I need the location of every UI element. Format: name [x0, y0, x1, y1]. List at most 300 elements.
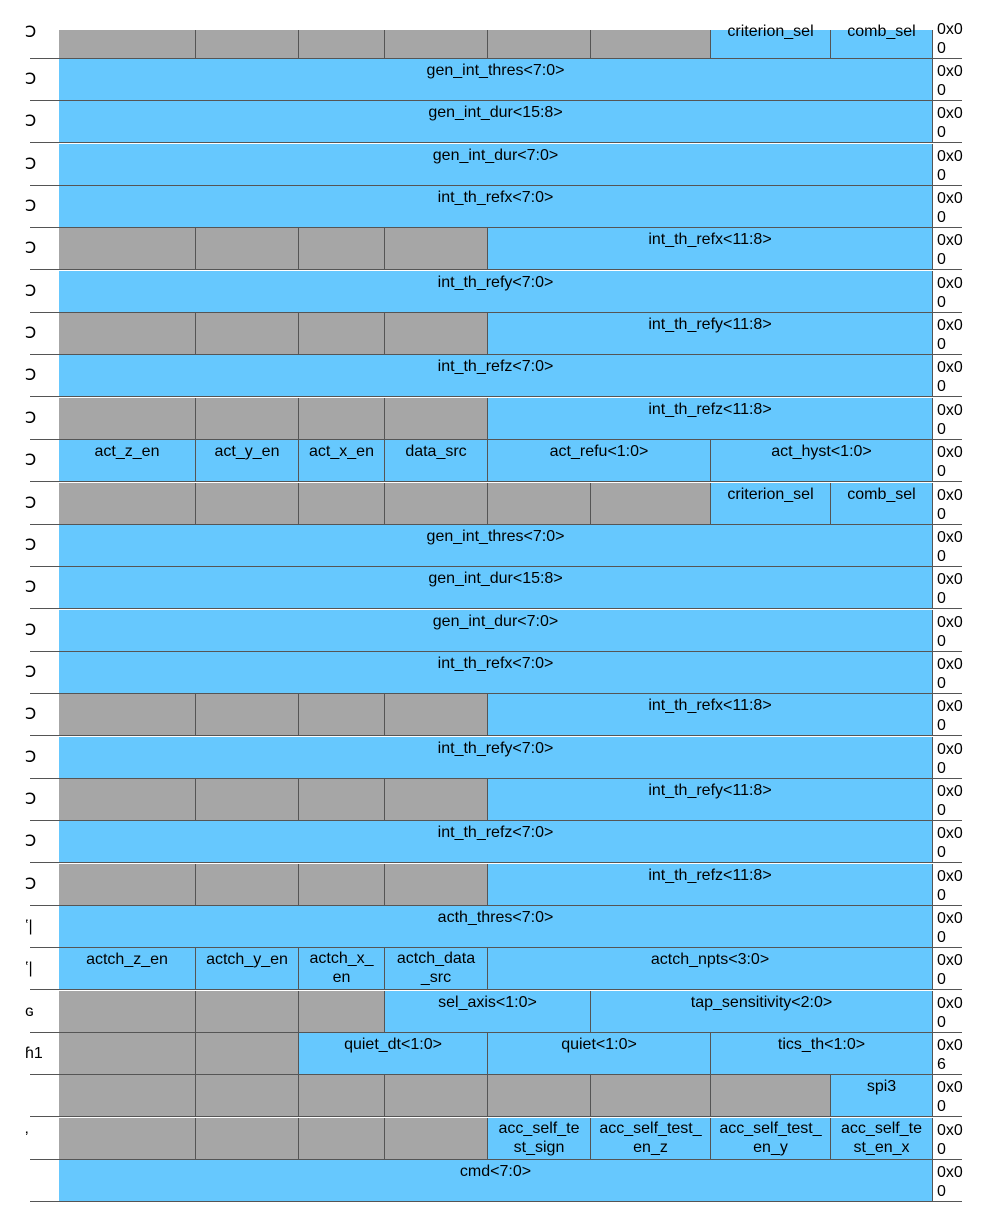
register-address-text: Ↄ — [25, 706, 37, 723]
bit-field-label: act_refu<1:0> — [549, 443, 649, 460]
bit-field-cell — [59, 737, 933, 779]
register-address-cell — [25, 991, 59, 1033]
bit-field-label — [59, 228, 195, 230]
bit-field-label: int_th_refz<11:8> — [648, 401, 772, 418]
register-address-cell — [25, 821, 59, 863]
bit-field-cell — [488, 864, 933, 906]
register-address-cell — [25, 1118, 59, 1160]
reserved-bit-cell — [299, 1118, 385, 1160]
register-address-text: Ↄ — [25, 240, 37, 257]
bit-field-label: int_th_refx<7:0> — [437, 189, 554, 206]
reserved-bit-cell — [591, 483, 711, 525]
register-row — [0, 144, 962, 186]
bit-field-cell — [299, 1033, 488, 1075]
row-divider — [30, 989, 59, 990]
bit-field-label: gen_int_thres<7:0> — [426, 528, 565, 545]
register-row — [0, 101, 962, 143]
reserved-bit-cell — [59, 398, 196, 440]
register-address-cell — [25, 948, 59, 990]
bit-field-cell — [831, 483, 933, 525]
register-address-cell — [25, 779, 59, 821]
register-row — [0, 906, 962, 948]
reserved-bit-cell — [385, 1075, 488, 1117]
bit-field-label — [59, 483, 195, 485]
bit-field-label: gen_int_dur<15:8> — [428, 570, 563, 587]
bit-field-cell — [59, 186, 933, 228]
bit-field-label: int_th_refy<11:8> — [648, 316, 772, 333]
bit-field-label — [385, 398, 487, 400]
bit-field-cell — [59, 271, 933, 313]
bit-field-label: comb_sel — [847, 23, 916, 40]
register-default-value: 0x0 0 — [933, 610, 962, 652]
reserved-bit-cell — [591, 30, 711, 59]
bit-field-label: int_th_refy<7:0> — [437, 274, 554, 291]
reserved-bit-cell — [196, 779, 299, 821]
bit-field-label: act_hyst<1:0> — [771, 443, 872, 460]
register-address-text: Ↄ — [25, 749, 37, 766]
bit-field-label: actch_z_en — [86, 951, 168, 968]
bit-field-label: data_src — [405, 443, 467, 460]
reserved-bit-cell — [299, 483, 385, 525]
register-address-cell — [25, 864, 59, 906]
register-address-cell — [25, 0, 59, 59]
register-address-cell — [25, 567, 59, 609]
bit-field-label — [59, 20, 195, 22]
bit-field-label: act_y_en — [214, 443, 280, 460]
register-row — [0, 737, 962, 779]
register-row — [0, 483, 962, 525]
register-address-text: Ↄ — [25, 876, 37, 893]
bit-field-label: actch_x_ en — [309, 950, 374, 986]
reserved-bit-cell — [196, 30, 299, 59]
register-row — [0, 567, 962, 609]
reserved-bit-cell — [299, 30, 385, 59]
bit-field-label: actch_npts<3:0> — [650, 951, 770, 968]
reserved-bit-cell — [488, 1075, 591, 1117]
bit-field-label: gen_int_dur<15:8> — [428, 104, 563, 121]
bit-field-label: actch_y_en — [206, 951, 288, 968]
reserved-bit-cell — [196, 1033, 299, 1075]
register-address-cell — [30, 1160, 59, 1202]
bit-field-label — [59, 1075, 195, 1077]
register-address-text: Ↄ — [25, 791, 37, 808]
bit-field-cell — [59, 948, 196, 990]
bit-field-cell — [59, 525, 933, 567]
reserved-bit-cell — [711, 1075, 831, 1117]
register-row — [0, 228, 962, 270]
reserved-bit-cell — [59, 694, 196, 736]
register-address-cell — [25, 610, 59, 652]
bit-field-label: spi3 — [866, 1078, 897, 1095]
bit-field-label — [299, 20, 384, 22]
bit-field-cell — [831, 1118, 933, 1160]
register-default-value: 0x0 0 — [933, 271, 962, 313]
bit-field-label — [488, 1075, 590, 1077]
reserved-bit-cell — [299, 779, 385, 821]
register-default-value: 0x0 0 — [933, 652, 962, 694]
register-address-text: Ↄ — [25, 156, 37, 173]
register-address-cell — [25, 271, 59, 313]
bit-field-cell — [711, 483, 831, 525]
reserved-bit-cell — [591, 1075, 711, 1117]
bit-field-label: sel_axis<1:0> — [438, 994, 537, 1011]
register-row — [0, 398, 962, 440]
register-default-value: 0x0 0 — [933, 779, 962, 821]
bit-field-cell — [196, 440, 299, 482]
bit-field-label — [299, 991, 384, 993]
reserved-bit-cell — [59, 779, 196, 821]
bit-field-cell — [385, 948, 488, 990]
register-address-text: Ↄ — [25, 410, 37, 427]
bit-field-label — [299, 1118, 384, 1120]
register-address-cell — [25, 1033, 59, 1075]
register-default-value: 0x0 0 — [933, 101, 962, 143]
register-default-value: 0x0 6 — [933, 1033, 962, 1075]
bit-field-cell — [59, 821, 933, 863]
bit-field-cell — [385, 440, 488, 482]
register-address-text: Ↄ — [25, 71, 37, 88]
register-row — [0, 186, 962, 228]
reserved-bit-cell — [59, 864, 196, 906]
bit-field-label — [59, 398, 195, 400]
reserved-bit-cell — [488, 30, 591, 59]
register-default-value: 0x0 0 — [933, 398, 962, 440]
bit-field-label: int_th_refx<11:8> — [648, 697, 772, 714]
register-row — [0, 271, 962, 313]
bit-field-label — [299, 313, 384, 315]
row-divider — [30, 608, 59, 609]
bit-field-label — [196, 20, 298, 22]
register-row — [0, 652, 962, 694]
bit-field-label: gen_int_dur<7:0> — [432, 147, 559, 164]
register-address-cell — [25, 59, 59, 101]
register-address-cell — [25, 906, 59, 948]
register-default-value: 0x0 0 — [933, 525, 962, 567]
bit-field-label — [196, 864, 298, 866]
register-default-value: 0x0 0 — [933, 991, 962, 1033]
register-row — [0, 779, 962, 821]
bit-field-label: cmd<7:0> — [459, 1163, 532, 1180]
row-divider — [30, 1116, 59, 1117]
bit-field-label — [299, 398, 384, 400]
reserved-bit-cell — [59, 228, 196, 270]
bit-field-label — [711, 1075, 830, 1077]
bit-field-cell — [59, 567, 933, 609]
bit-field-cell — [196, 948, 299, 990]
bit-field-label — [59, 864, 195, 866]
reserved-bit-cell — [59, 30, 196, 59]
bit-field-label — [196, 1033, 298, 1035]
bit-field-cell — [488, 313, 933, 355]
register-default-value: 0x0 0 — [933, 1160, 962, 1202]
reserved-bit-cell — [299, 1075, 385, 1117]
bit-field-cell — [711, 23, 831, 59]
register-default-value: 0x0 0 — [933, 864, 962, 906]
bit-field-cell — [385, 991, 591, 1033]
register-default-value: 0x0 0 — [933, 228, 962, 270]
bit-field-label — [385, 313, 487, 315]
bit-field-label — [385, 864, 487, 866]
bit-field-cell — [488, 948, 933, 990]
reserved-bit-cell — [488, 483, 591, 525]
bit-field-label: int_th_refx<7:0> — [437, 655, 554, 672]
bit-field-label — [591, 20, 710, 22]
reserved-bit-cell — [385, 398, 488, 440]
reserved-bit-cell — [196, 864, 299, 906]
bit-field-label: tics_th<1:0> — [777, 1036, 866, 1053]
bit-field-label — [196, 228, 298, 230]
bit-field-cell — [59, 440, 196, 482]
bit-field-label: tap_sensitivity<2:0> — [690, 994, 833, 1011]
reserved-bit-cell — [299, 313, 385, 355]
register-default-value: 0x0 0 — [933, 186, 962, 228]
register-address-text: ʽ| — [25, 960, 33, 977]
row-divider — [30, 269, 59, 270]
register-address-cell — [25, 228, 59, 270]
row-divider — [30, 1201, 59, 1202]
register-address-text: Ↄ — [25, 283, 37, 300]
register-address-text: Ↄ — [25, 664, 37, 681]
reserved-bit-cell — [385, 483, 488, 525]
bit-field-label — [196, 1075, 298, 1077]
register-address-text: Ↄ — [25, 198, 37, 215]
register-address-text: Ↄ — [25, 579, 37, 596]
reserved-bit-cell — [196, 1075, 299, 1117]
bit-field-label — [591, 483, 710, 485]
register-default-value: 0x0 0 — [933, 737, 962, 779]
bit-field-label: gen_int_thres<7:0> — [426, 62, 565, 79]
bit-field-cell — [59, 59, 933, 101]
reserved-bit-cell — [196, 991, 299, 1033]
reserved-bit-cell — [59, 1118, 196, 1160]
register-row — [0, 355, 962, 397]
bit-field-cell — [711, 1033, 933, 1075]
bit-field-label: acc_self_te st_sign — [498, 1120, 580, 1156]
register-address-text: Ↄ — [25, 367, 37, 384]
bit-field-label: int_th_refz<7:0> — [437, 358, 554, 375]
row-divider — [30, 862, 59, 863]
bit-field-cell — [488, 1118, 591, 1160]
reserved-bit-cell — [59, 483, 196, 525]
register-address-cell — [25, 694, 59, 736]
reserved-bit-cell — [385, 30, 488, 59]
row-divider — [30, 735, 59, 736]
bit-field-cell — [59, 1160, 933, 1202]
bit-field-label — [299, 694, 384, 696]
register-address-cell — [25, 483, 59, 525]
register-row — [0, 1033, 962, 1075]
bit-field-label: acc_self_test_ en_y — [719, 1120, 822, 1156]
bit-field-label — [385, 20, 487, 22]
register-address-text: Ↄ — [25, 495, 37, 512]
bit-field-cell — [299, 948, 385, 990]
bit-field-cell — [59, 144, 933, 186]
bit-field-label — [488, 483, 590, 485]
register-row — [0, 1118, 962, 1160]
bit-field-cell — [59, 652, 933, 694]
bit-field-label: quiet_dt<1:0> — [344, 1036, 442, 1053]
register-default-value: 0x0 0 — [933, 906, 962, 948]
register-row — [0, 948, 962, 990]
register-row — [0, 525, 962, 567]
register-row — [0, 694, 962, 736]
register-address-text: Ↄ — [25, 452, 37, 469]
reserved-bit-cell — [299, 991, 385, 1033]
bit-field-cell — [591, 1118, 711, 1160]
row-divider — [30, 142, 59, 143]
bit-field-label — [196, 313, 298, 315]
bit-field-label — [299, 1075, 384, 1077]
register-address-text: Ↄ — [25, 622, 37, 639]
bit-field-label — [385, 483, 487, 485]
register-address-cell — [25, 398, 59, 440]
register-default-value: 0x0 0 — [933, 1075, 962, 1117]
bit-field-label — [299, 779, 384, 781]
bit-field-label — [59, 1118, 195, 1120]
register-address-cell — [25, 355, 59, 397]
register-default-value: 0x0 0 — [933, 948, 962, 990]
bit-field-cell — [299, 440, 385, 482]
bit-field-label — [196, 483, 298, 485]
reserved-bit-cell — [385, 779, 488, 821]
register-address-text: Ↄ — [25, 113, 37, 130]
bit-field-label — [196, 991, 298, 993]
register-default-value: 0x0 0 — [933, 821, 962, 863]
register-address-text: Ↄ — [25, 537, 37, 554]
register-row — [0, 440, 962, 482]
register-row — [0, 59, 962, 101]
register-address-cell — [25, 313, 59, 355]
reserved-bit-cell — [196, 1118, 299, 1160]
reserved-bit-cell — [385, 1118, 488, 1160]
bit-field-label: int_th_refx<11:8> — [648, 231, 772, 248]
reserved-bit-cell — [196, 398, 299, 440]
register-address-text: ɦ1 — [25, 1045, 43, 1062]
bit-field-label — [385, 1118, 487, 1120]
bit-field-cell — [711, 1118, 831, 1160]
register-default-value: 0x0 0 — [933, 694, 962, 736]
bit-field-label — [385, 779, 487, 781]
bit-field-cell — [59, 906, 933, 948]
bit-field-cell — [488, 779, 933, 821]
reserved-bit-cell — [299, 398, 385, 440]
bit-field-label — [385, 1075, 487, 1077]
bit-field-cell — [591, 991, 933, 1033]
reserved-bit-cell — [385, 694, 488, 736]
row-divider — [30, 396, 59, 397]
reserved-bit-cell — [385, 864, 488, 906]
reserved-bit-cell — [299, 864, 385, 906]
register-row — [0, 0, 962, 59]
bit-field-label — [299, 228, 384, 230]
register-row — [0, 1075, 962, 1117]
register-address-text: ʽ| — [25, 918, 33, 935]
register-address-cell — [25, 440, 59, 482]
bit-field-label — [488, 20, 590, 22]
register-address-cell — [25, 525, 59, 567]
register-default-value: 0x0 0 — [933, 144, 962, 186]
bit-field-label: int_th_refy<11:8> — [648, 782, 772, 799]
bit-field-label — [59, 694, 195, 696]
reserved-bit-cell — [196, 313, 299, 355]
reserved-bit-cell — [59, 1075, 196, 1117]
bit-field-cell — [59, 355, 933, 397]
bit-field-label: comb_sel — [847, 486, 916, 503]
bit-field-cell — [488, 694, 933, 736]
bit-field-label — [196, 779, 298, 781]
bit-field-label — [385, 228, 487, 230]
bit-field-label — [59, 1033, 195, 1035]
bit-field-label — [196, 398, 298, 400]
bit-field-cell — [711, 440, 933, 482]
bit-field-label: acc_self_test_ en_z — [599, 1120, 702, 1156]
bit-field-label: criterion_sel — [727, 23, 814, 40]
register-address-cell — [25, 186, 59, 228]
register-default-value: 0x0 0 — [933, 313, 962, 355]
reserved-bit-cell — [59, 1033, 196, 1075]
reserved-bit-cell — [299, 228, 385, 270]
reserved-bit-cell — [196, 483, 299, 525]
register-address-cell — [30, 1075, 59, 1117]
register-default-value: 0x0 0 — [933, 1118, 962, 1160]
register-address-cell — [25, 101, 59, 143]
bit-field-label — [196, 1118, 298, 1120]
register-address-cell — [25, 737, 59, 779]
bit-field-label — [196, 694, 298, 696]
bit-field-cell — [488, 440, 711, 482]
register-row — [0, 610, 962, 652]
bit-field-label: acc_self_te st_en_x — [841, 1120, 922, 1156]
bit-field-label: act_z_en — [94, 443, 160, 460]
reserved-bit-cell — [385, 313, 488, 355]
reserved-bit-cell — [196, 228, 299, 270]
reserved-bit-cell — [59, 313, 196, 355]
bit-field-label — [385, 694, 487, 696]
bit-field-cell — [831, 23, 933, 59]
bit-field-cell — [831, 1075, 933, 1117]
register-row — [0, 991, 962, 1033]
bit-field-label: gen_int_dur<7:0> — [432, 613, 559, 630]
register-default-value: 0x0 0 — [933, 59, 962, 101]
reserved-bit-cell — [196, 694, 299, 736]
bit-field-label — [591, 1075, 710, 1077]
bit-field-label: criterion_sel — [727, 486, 814, 503]
bit-field-label — [59, 313, 195, 315]
register-row — [0, 864, 962, 906]
register-row — [0, 1160, 962, 1202]
register-address-text: Ↄ — [25, 24, 37, 41]
register-address-text: ʼ — [25, 1130, 29, 1147]
register-default-value: 0x0 0 — [933, 355, 962, 397]
register-address-text: ɢ — [25, 1003, 34, 1020]
register-default-value: 0x0 0 — [933, 567, 962, 609]
bit-field-label: acth_thres<7:0> — [437, 909, 554, 926]
bit-field-label: act_x_en — [309, 443, 374, 460]
bit-field-label: int_th_refz<11:8> — [648, 867, 772, 884]
bit-field-label — [59, 779, 195, 781]
register-address-cell — [25, 652, 59, 694]
register-row — [0, 313, 962, 355]
register-address-cell — [25, 144, 59, 186]
bit-field-label — [299, 864, 384, 866]
register-default-value: 0x0 0 — [933, 0, 962, 59]
bit-field-label — [299, 483, 384, 485]
register-row — [0, 821, 962, 863]
reserved-bit-cell — [59, 991, 196, 1033]
bit-field-label: actch_data _src — [396, 950, 476, 986]
reserved-bit-cell — [299, 694, 385, 736]
bit-field-label: int_th_refy<7:0> — [437, 740, 554, 757]
